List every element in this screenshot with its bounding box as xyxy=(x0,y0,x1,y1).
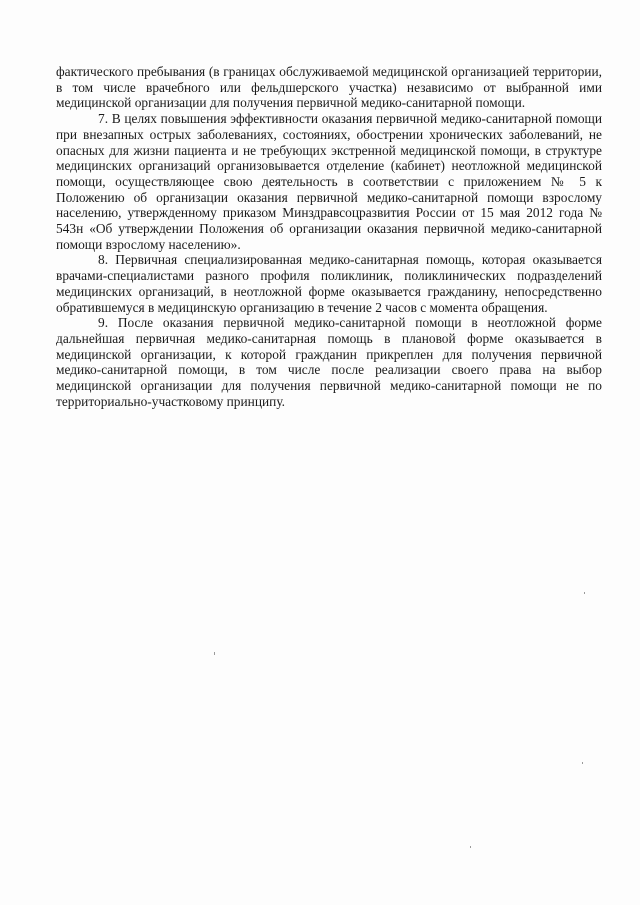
paragraph-8: 8. Первичная специализированная медико-санитарная помощь, которая оказывается врачами-специалистами разного профиля поликлиник, поликлинических подразделений медицинских организаций, в неотложной форме оказывается гражданину, непосредственно обратившемуся в медицинскую организацию в течение 2 часов с момента обращения. xyxy=(56,252,602,315)
paragraph-9: 9. После оказания первичной медико-санитарной помощи в неотложной форме дальнейшая первичная медико-санитарная помощь в плановой форме оказывается в медицинской организации, к которой гражданин прикреплен для получения первичной медико-санитарной помощи, в том числе после реализации своего права на выбор медицинской организации для получения первичной медико-санитарной помощи не по территориально-участковому принципу. xyxy=(56,315,602,409)
document-body xyxy=(56,64,602,409)
scan-speck xyxy=(470,846,471,848)
scan-speck xyxy=(584,592,585,594)
scan-speck xyxy=(582,762,583,764)
paragraph-continued: фактического пребывания (в границах обслуживаемой медицинской организацией территории, в том числе врачебного или фельдшерского участка) независимо от выбранной ими медицинской организации для получения первичной медико-санитарной помощи. xyxy=(56,64,602,111)
paragraph-7: 7. В целях повышения эффективности оказания первичной медико-санитарной помощи при внезапных острых заболеваниях, состояниях, обострении хронических заболеваний, не опасных для жизни пациента и не требующих экстренной медицинской помощи, в структуре медицинских организаций организовывается отделение (кабинет) неотложной медицинской помощи, осуществляющее свою деятельность в соответствии с приложением № 5 к Положению об организации оказания первичной медико-санитарной помощи взрослому населению, утвержденному приказом Минздравсоцразвития России от 15 мая 2012 года № 543н «Об утверждении Положения об организации оказания первичной медико-санитарной помощи взрослому населению». xyxy=(56,111,602,252)
scan-speck xyxy=(214,652,215,655)
